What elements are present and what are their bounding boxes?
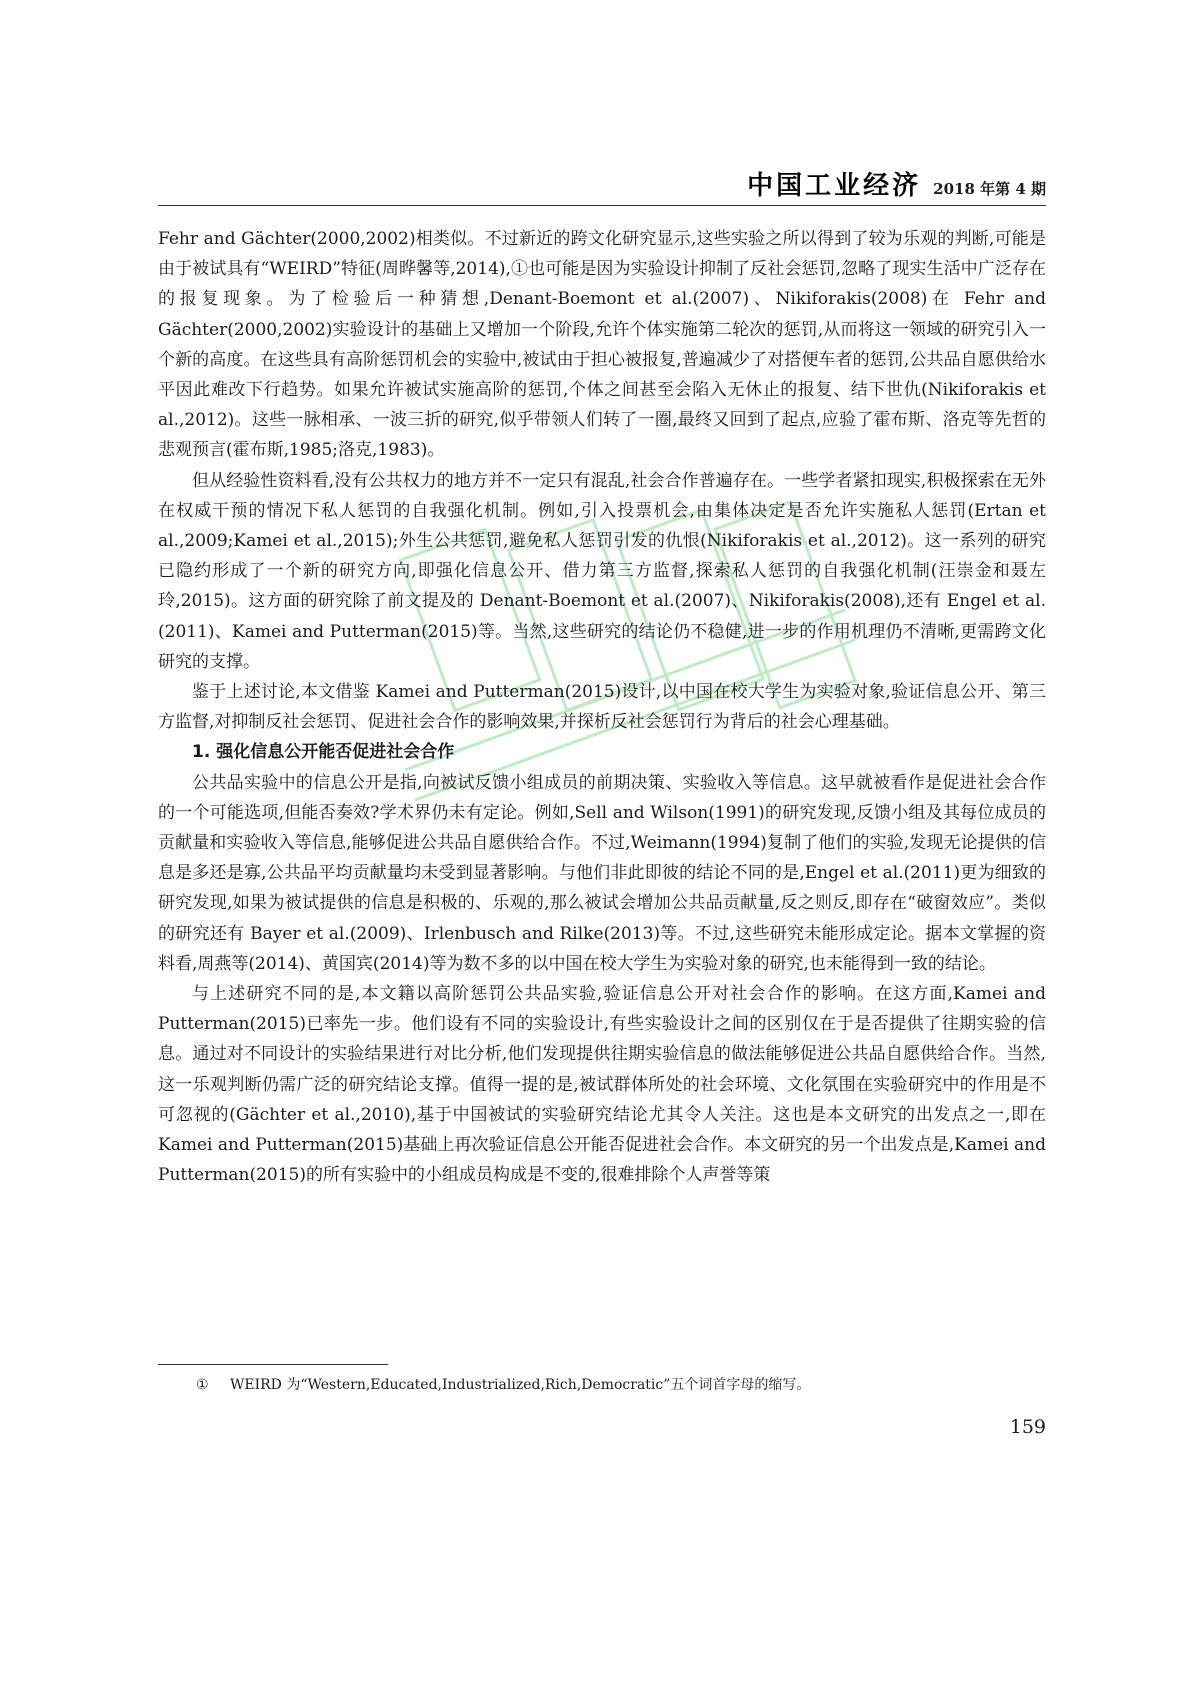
footnote-rule	[158, 1364, 388, 1365]
journal-title: 中国工业经济	[747, 171, 922, 201]
section-heading: 1. 强化信息公开能否促进社会合作	[192, 742, 455, 763]
paragraph-5: 与上述研究不同的是,本文籍以高阶惩罚公共品实验,验证信息公开对社会合作的影响。在这方面,Kamei and Putterman(2015)已率先一步。他们设有不同的实验设计,有些实验设计之间的区别仅在于是否提供了往期实验的信息。通过对不同设计的实验结果进行对比分析,他们发现提供往期实验信息的做法能够促进公共品自愿供给合作。当然,这一乐观判断仍需广泛的研究结论支撑。值得一提的是,被试群体所处的社会环境、文化氛围在实验研究中的作用是不可忽视的(Gächter et al.,2010),基于中国被试的实验研究结论尤其令人关注。这也是本文研究的出发点之一,即在 Kamei and Putterman(2015)基础上再次验证信息公开能否促进社会合作。本文研究的另一个出发点是,Kamei and Putterman(2015)的所有实验中的小组成员构成是不变的,很难排除个人声誉等策	[158, 984, 1046, 1186]
running-header	[158, 170, 1046, 202]
paragraph-4: 公共品实验中的信息公开是指,向被试反馈小组成员的前期决策、实验收入等信息。这早就被看作是促进社会合作的一个可能选项,但能否奏效?学术界仍未有定论。例如,Sell and Wilson(1991)的研究发现,反馈小组及其每位成员的贡献量和实验收入等信息,能够促进公共品自愿供给合作。不过,Weimann(1994)复制了他们的实验,发现无论提供的信息是多还是寡,公共品平均贡献量均未受到显著影响。与他们非此即彼的结论不同的是,Engel et al.(2011)更为细致的研究发现,如果为被试提供的信息是积极的、乐观的,那么被试会增加公共品贡献量,反之则反,即存在“破窗效应”。类似的研究还有 Bayer et al.(2009)、Irlenbusch and Rilke(2013)等。不过,这些研究未能形成定论。据本文掌握的资料看,周燕等(2014)、黄国宾(2014)等为数不多的以中国在校大学生为实验对象的研究,也未能得到一致的结论。	[158, 772, 1046, 974]
paragraph-2: 但从经验性资料看,没有公共权力的地方并不一定只有混乱,社会合作普遍存在。一些学者紧扣现实,积极探索在无外在权威干预的情况下私人惩罚的自我强化机制。例如,引入投票机会,由集体决定是否允许实施私人惩罚(Ertan et al.,2009;Kamei et al.,2015);外生公共惩罚,避免私人惩罚引发的仇恨(Nikiforakis et al.,2012)。这一系列的研究已隐约形成了一个新的研究方向,即强化信息公开、借力第三方监督,探索私人惩罚的自我强化机制(汪崇金和聂左玲,2015)。这方面的研究除了前文提及的 Denant-Boemont et al.(2007)、Nikiforakis(2008),还有 Engel et al.(2011)、Kamei and Putterman(2015)等。当然,这些研究的结论仍不稳健,进一步的作用机理仍不清晰,更需跨文化研究的支撑。	[158, 470, 1046, 672]
page-number: 159	[1009, 1416, 1046, 1438]
footnote	[196, 1374, 1046, 1396]
footnote-mark: ①	[196, 1377, 209, 1393]
header-rule	[158, 205, 1046, 206]
paragraph-1: Fehr and Gächter(2000,2002)相类似。不过新近的跨文化研究显示,这些实验之所以得到了较为乐观的判断,可能是由于被试具有“WEIRD”特征(周晔馨等,2014),①也可能是因为实验设计抑制了反社会惩罚,忽略了现实生活中广泛存在的报复现象。为了检验后一种猜想,Denant-Boemont et al.(2007)、Nikiforakis(2008)在 Fehr and Gächter(2000,2002)实验设计的基础上又增加一个阶段,允许个体实施第二轮次的惩罚,从而将这一领域的研究引入一个新的高度。在这些具有高阶惩罚机会的实验中,被试由于担心被报复,普遍减少了对搭便车者的惩罚,公共品自愿供给水平因此难改下行趋势。如果允许被试实施高阶的惩罚,个体之间甚至会陷入无休止的报复、结下世仇(Nikiforakis et al.,2012)。这些一脉相承、一波三折的研究,似乎带领人们转了一圈,最终又回到了起点,应验了霍布斯、洛克等先哲的悲观预言(霍布斯,1985;洛克,1983)。	[158, 229, 1046, 461]
body-text	[158, 224, 1046, 1191]
paragraph-3: 鉴于上述讨论,本文借鉴 Kamei and Putterman(2015)设计,以中国在校大学生为实验对象,验证信息公开、第三方监督,对抑制反社会惩罚、促进社会合作的影响效果,并探析反社会惩罚行为背后的社会心理基础。	[158, 682, 1046, 733]
issue-label: 2018 年第 4 期	[933, 180, 1046, 198]
footnote-text: WEIRD 为“Western,Educated,Industrialized,Rich,Democratic”五个词首字母的缩写。	[230, 1377, 811, 1393]
